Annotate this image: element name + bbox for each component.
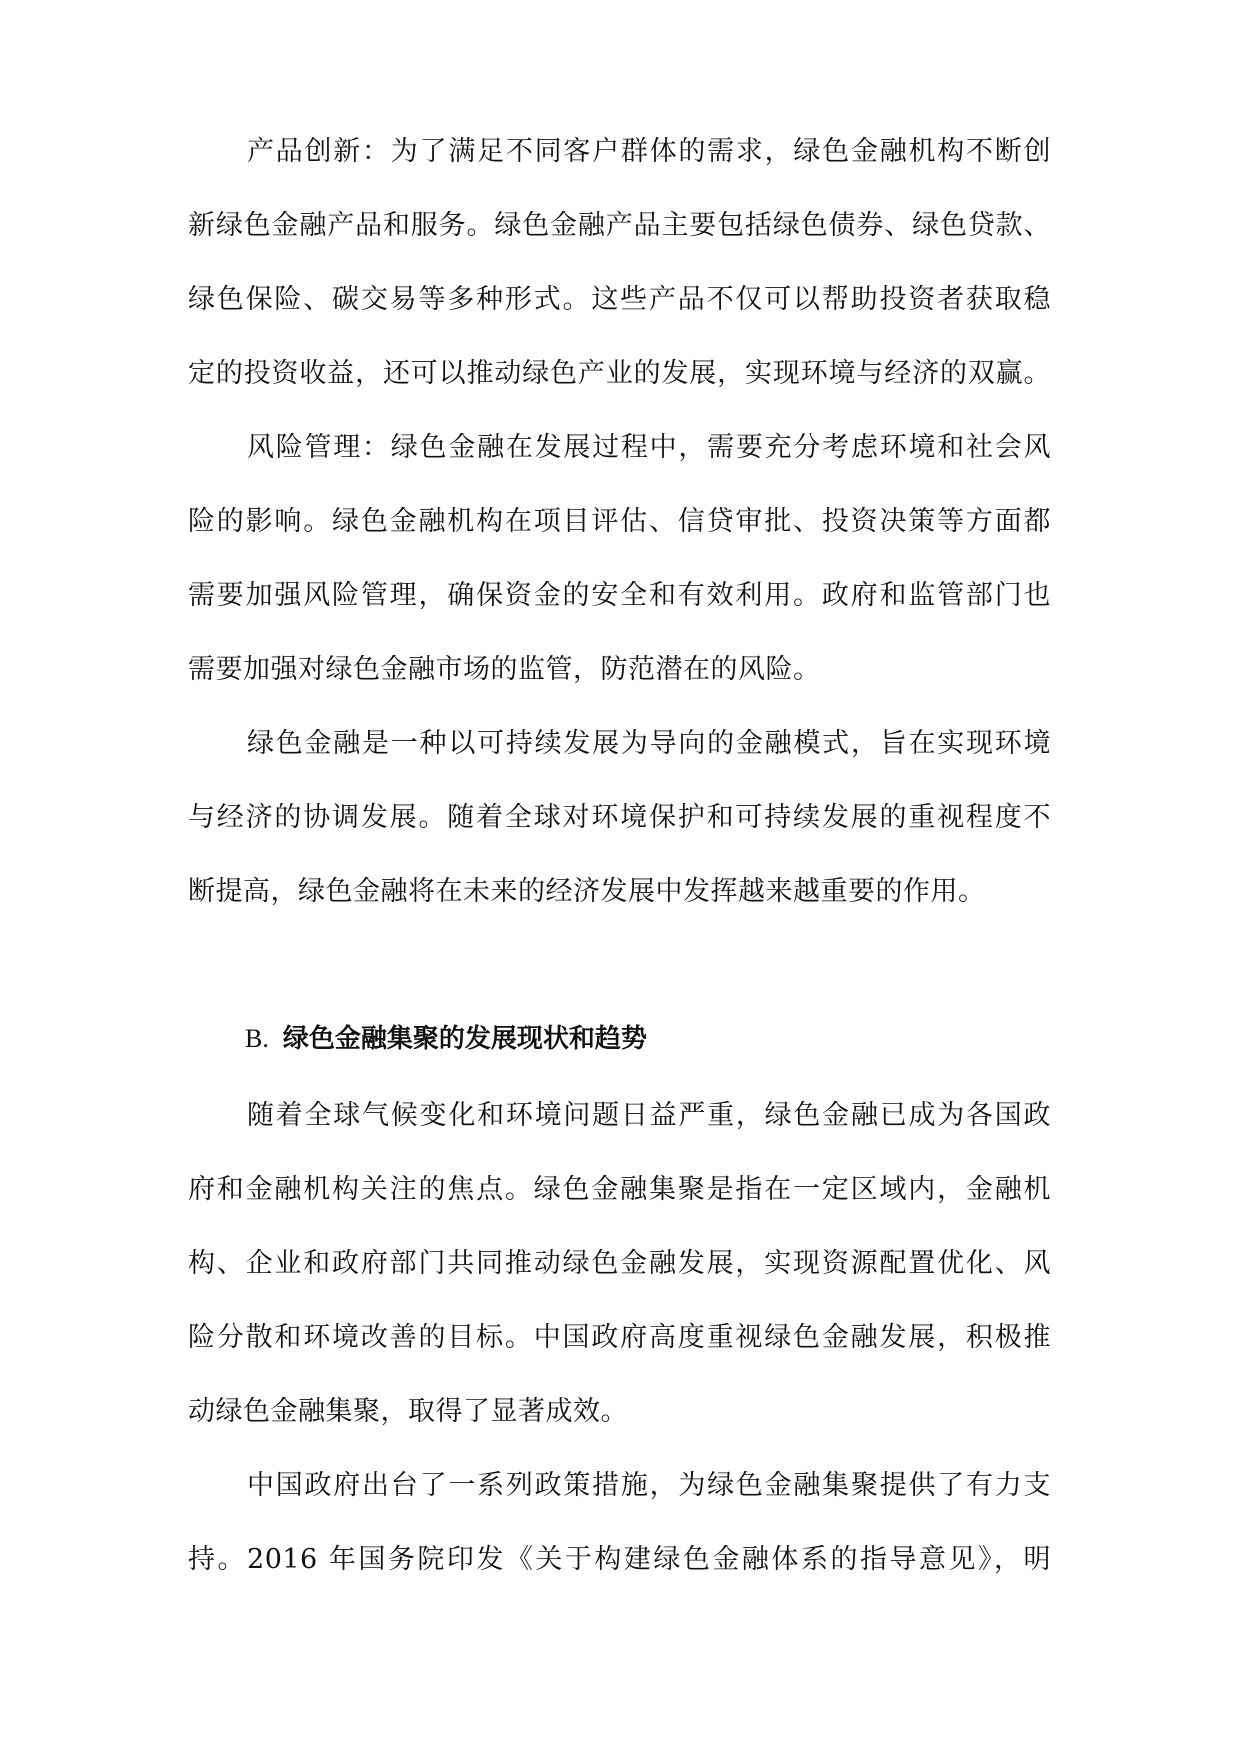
paragraph-2-line-2: 险的影响。绿色金融机构在项目评估、信贷审批、投资决策等方面都 [188, 506, 1051, 537]
paragraph-1-line-2: 新绿色金融产品和服务。绿色金融产品主要包括绿色债券、绿色贷款、 [188, 210, 1051, 241]
paragraph-4-line-1: 随着全球气候变化和环境问题日益严重，绿色金融已成为各国政 [247, 1100, 1051, 1131]
paragraph-1-line-4: 定的投资收益，还可以推动绿色产业的发展，实现环境与经济的双赢。 [188, 358, 1051, 389]
paragraph-2-line-4: 需要加强对绿色金融市场的监管，防范潜在的风险。 [188, 654, 821, 685]
paragraph-1-line-1: 产品创新：为了满足不同客户群体的需求，绿色金融机构不断创 [247, 136, 1051, 167]
paragraph-4-line-4: 险分散和环境改善的目标。中国政府高度重视绿色金融发展，积极推 [188, 1322, 1051, 1353]
section-heading-label: B. [245, 1024, 269, 1053]
paragraph-4-line-5: 动绿色金融集聚，取得了显著成效。 [188, 1396, 628, 1427]
paragraph-3-line-2: 与经济的协调发展。随着全球对环境保护和可持续发展的重视程度不 [188, 802, 1051, 833]
paragraph-3-line-3: 断提高，绿色金融将在未来的经济发展中发挥越来越重要的作用。 [188, 876, 986, 907]
paragraph-5-line-2: 持。2016 年国务院印发《关于构建绿色金融体系的指导意见》，明 [188, 1544, 1051, 1575]
paragraph-5-line-1: 中国政府出台了一系列政策措施，为绿色金融集聚提供了有力支 [247, 1470, 1051, 1501]
section-heading [245, 1013, 647, 1065]
paragraph-3-line-1: 绿色金融是一种以可持续发展为导向的金融模式，旨在实现环境 [247, 728, 1051, 759]
paragraph-2-line-3: 需要加强风险管理，确保资金的安全和有效利用。政府和监管部门也 [188, 580, 1051, 611]
paragraph-2-line-1: 风险管理：绿色金融在发展过程中，需要充分考虑环境和社会风 [247, 432, 1051, 463]
paragraph-1-line-3: 绿色保险、碳交易等多种形式。这些产品不仅可以帮助投资者获取稳 [188, 284, 1051, 315]
paragraph-4-line-3: 构、企业和政府部门共同推动绿色金融发展，实现资源配置优化、风 [188, 1248, 1051, 1279]
section-heading-title: 绿色金融集聚的发展现状和趋势 [282, 1024, 647, 1054]
paragraph-4-line-2: 府和金融机构关注的焦点。绿色金融集聚是指在一定区域内，金融机 [188, 1174, 1051, 1205]
